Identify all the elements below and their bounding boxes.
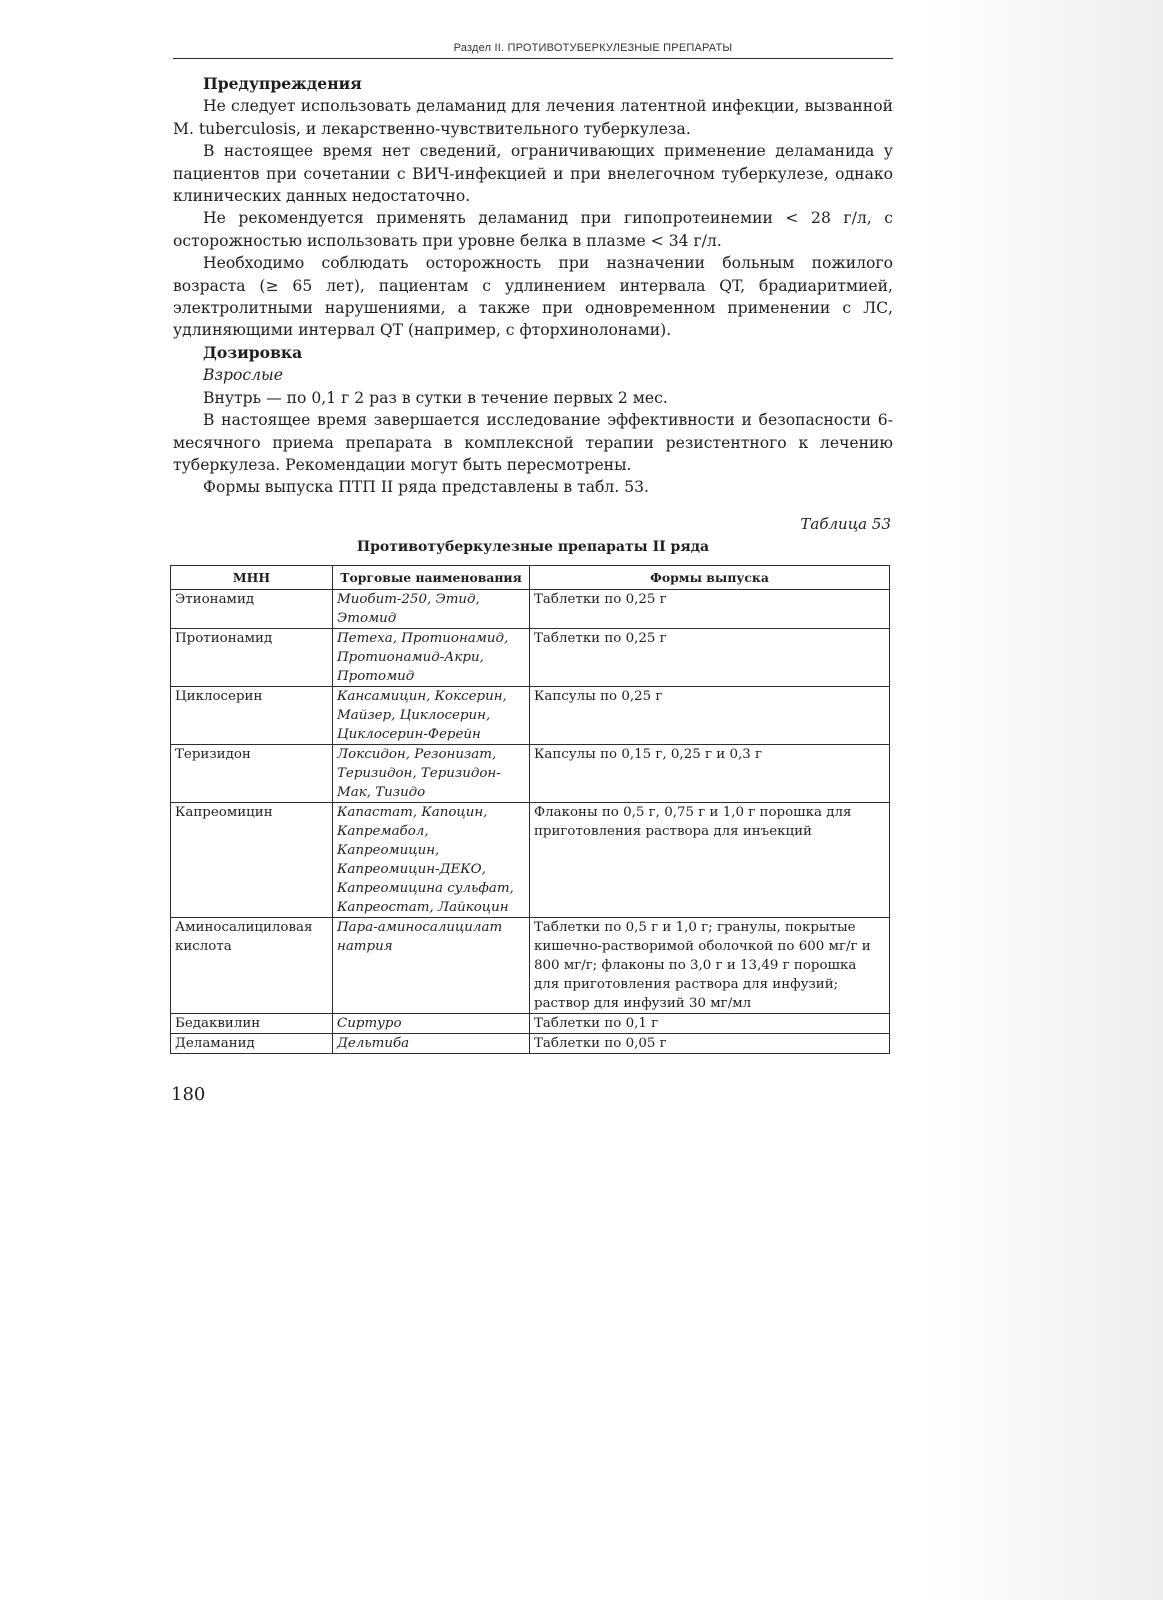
cell-forms: Таблетки по 0,25 г bbox=[530, 589, 890, 628]
dosage-paragraph: Внутрь — по 0,1 г 2 раз в сутки в течение первых 2 мес. bbox=[203, 388, 668, 407]
column-header-trade-names: Торговые наименования bbox=[333, 565, 530, 589]
cell-trade-names: Локсидон, Резонизат, Теризидон, Теризидон-Мак, Тизидо bbox=[333, 744, 530, 802]
warnings-heading: Предупреждения bbox=[203, 74, 362, 93]
warnings-paragraph: Не рекомендуется применять деламанид при гипопротеинемии < 28 г/л, с осторожностью использовать при уровне белка в плазме < 34 г/л. bbox=[173, 209, 893, 250]
scan-edge-shadow bbox=[923, 0, 1163, 1600]
cell-forms: Таблетки по 0,05 г bbox=[530, 1033, 890, 1053]
cell-mnn: Деламанид bbox=[171, 1033, 333, 1053]
table-row bbox=[171, 744, 890, 802]
dosage-heading: Дозировка bbox=[203, 342, 303, 362]
cell-mnn: Аминосалициловая кислота bbox=[171, 917, 333, 1013]
cell-mnn: Капреомицин bbox=[171, 802, 333, 917]
cell-mnn: Теризидон bbox=[171, 744, 333, 802]
cell-forms: Капсулы по 0,25 г bbox=[530, 686, 890, 744]
cell-mnn: Циклосерин bbox=[171, 686, 333, 744]
cell-mnn: Этионамид bbox=[171, 589, 333, 628]
page-number: 180 bbox=[171, 1083, 206, 1105]
table-title: Противотуберкулезные препараты II ряда bbox=[356, 538, 710, 555]
table-row bbox=[171, 917, 890, 1013]
table-row bbox=[171, 1033, 890, 1053]
cell-trade-names: Пара-аминосалицилат натрия bbox=[333, 917, 530, 1013]
cell-mnn: Протионамид bbox=[171, 628, 333, 686]
cell-trade-names: Сиртуро bbox=[333, 1013, 530, 1033]
warnings-paragraph: Не следует использовать деламанид для лечения латентной инфекции, вызванной M. tuberculosis, и лекарственно-чувствительного туберкулеза. bbox=[173, 97, 893, 138]
column-header-forms: Формы выпуска bbox=[530, 565, 890, 589]
cell-trade-names: Кансамицин, Коксерин, Майзер, Циклосерин, Циклосерин-Ферейн bbox=[333, 686, 530, 744]
cell-trade-names: Миобит-250, Этид, Этомид bbox=[333, 589, 530, 628]
table-row bbox=[171, 589, 890, 628]
cell-forms: Капсулы по 0,15 г, 0,25 г и 0,3 г bbox=[530, 744, 890, 802]
cell-mnn: Бедаквилин bbox=[171, 1013, 333, 1033]
cell-forms: Таблетки по 0,1 г bbox=[530, 1013, 890, 1033]
warnings-paragraph: Необходимо соблюдать осторожность при назначении больным пожилого возраста (≥ 65 лет), пациентам с удлинением интервала QT, брадиаритмией, электролитными нарушениями, а также при одновременном применении с ЛС, удлиняющими интервал QT (например, с фторхинолонами). bbox=[173, 254, 893, 340]
cell-trade-names: Капастат, Капоцин, Капремабол, Капреомицин, Капреомицин-ДЕКО, Капреомицина сульфат, Капреостат, Лайкоцин bbox=[333, 802, 530, 917]
table-row bbox=[171, 802, 890, 917]
table-row bbox=[171, 686, 890, 744]
running-head: Раздел II. ПРОТИВОТУБЕРКУЛЕЗНЫЕ ПРЕПАРАТЫ bbox=[173, 38, 893, 59]
table-header-row bbox=[171, 565, 890, 589]
table-row bbox=[171, 1013, 890, 1033]
warnings-paragraph: В настоящее время нет сведений, ограничивающих применение деламанида у пациентов при сочетании с ВИЧ-инфекцией и при внелегочном туберкулезе, однако клинических данных недостаточно. bbox=[173, 142, 893, 206]
dosage-paragraph: Формы выпуска ПТП II ряда представлены в табл. 53. bbox=[203, 478, 650, 497]
cell-forms: Таблетки по 0,25 г bbox=[530, 628, 890, 686]
drugs-table bbox=[170, 565, 890, 1054]
column-header-mnn: МНН bbox=[171, 565, 333, 589]
dosage-subheading: Взрослые bbox=[203, 366, 283, 385]
book-page bbox=[173, 38, 893, 1105]
body-text bbox=[173, 73, 893, 499]
cell-forms: Таблетки по 0,5 г и 1,0 г; гранулы, покрытые кишечно-растворимой оболочкой по 600 мг/г и 800 мг/г; флаконы по 3,0 г и 13,49 г порошка для приготовления раствора для инфузий; раствор для инфузий 30 мг/мл bbox=[530, 917, 890, 1013]
cell-trade-names: Дельтиба bbox=[333, 1033, 530, 1053]
cell-trade-names: Петеха, Протионамид, Протионамид-Акри, Протомид bbox=[333, 628, 530, 686]
table-caption: Таблица 53 bbox=[800, 514, 891, 533]
table-row bbox=[171, 628, 890, 686]
dosage-paragraph: В настоящее время завершается исследование эффективности и безопасности 6-месячного приема препарата в комплексной терапии резистентного к лечению туберкулеза. Рекомендации могут быть пересмотрены. bbox=[173, 411, 893, 474]
cell-forms: Флаконы по 0,5 г, 0,75 г и 1,0 г порошка для приготовления раствора для инъекций bbox=[530, 802, 890, 917]
